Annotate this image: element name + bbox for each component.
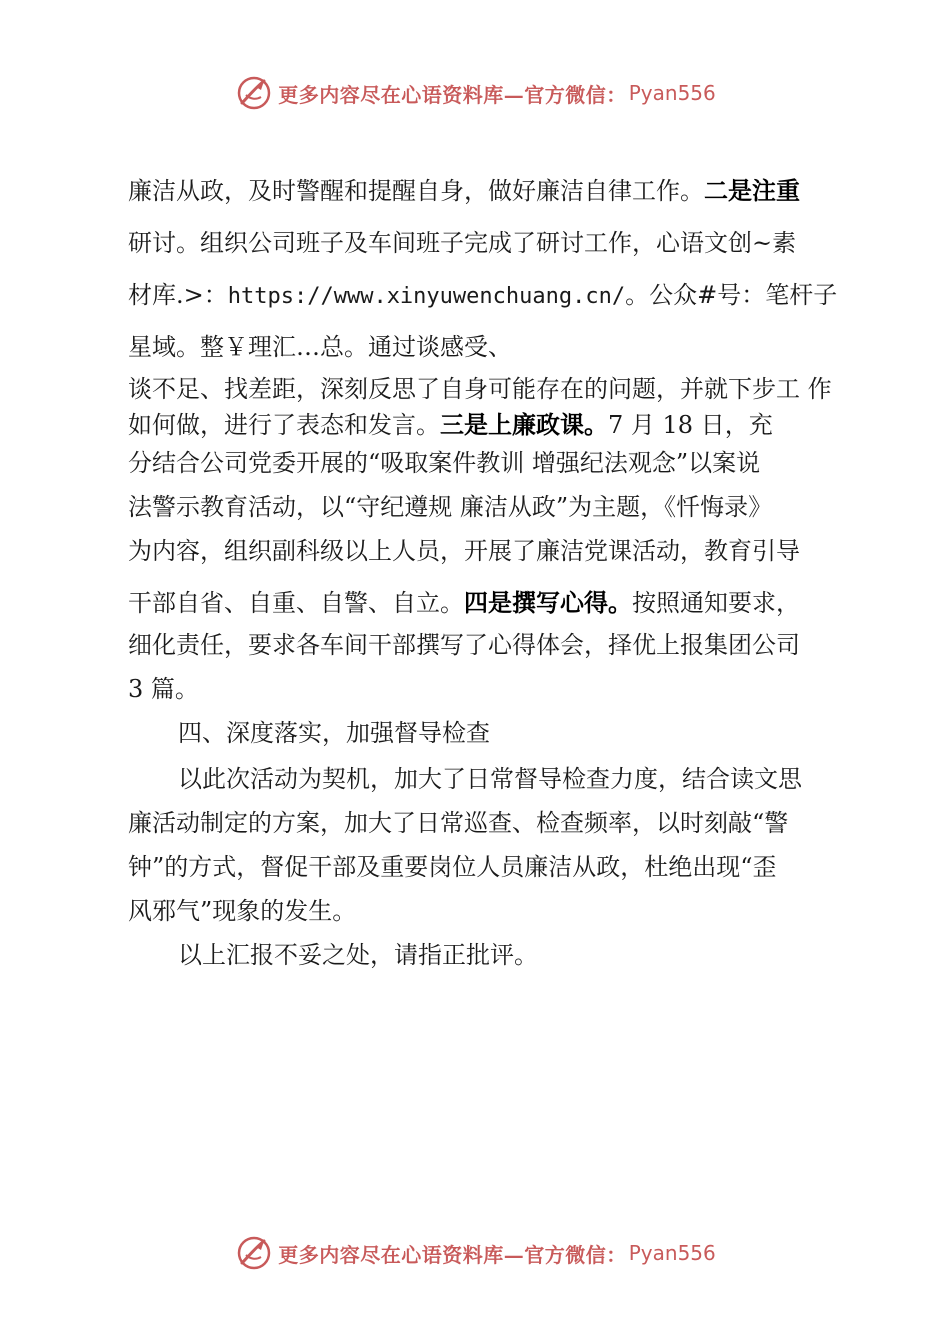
body-line: 廉洁从政，及时警醒和提醒自身，做好廉洁自律工作。二是注重 bbox=[128, 177, 800, 205]
bold-point-two: 二是注重 bbox=[704, 177, 800, 205]
body-line: 风邪气”现象的发生。 bbox=[128, 897, 357, 925]
body-line: 谈不足、找差距，深刻反思了自身可能存在的问题，并就下步工 作 bbox=[128, 375, 832, 403]
body-line: 分结合公司党委开展的“吸取案件教训 增强纪法观念”以案说 bbox=[128, 449, 761, 477]
body-line: 法警示教育活动，以“守纪遵规 廉洁从政”为主题，《忏悔录》 bbox=[128, 493, 773, 521]
footer-brand-text: 更多内容尽在心语资料库—官方微信： bbox=[278, 1242, 627, 1267]
header-wechat-id: Pyan556 bbox=[628, 81, 716, 105]
body-line: 以此次活动为契机，加大了日常督导检查力度，结合读文思 bbox=[178, 765, 802, 793]
pen-logo-icon bbox=[234, 1233, 274, 1273]
bold-point-three: 三是上廉政课。 bbox=[440, 411, 608, 439]
section-heading-4: 四、深度落实，加强督导检查 bbox=[178, 719, 490, 747]
bold-point-four: 四是撰写心得。 bbox=[464, 589, 632, 617]
body-line: 细化责任，要求各车间干部撰写了心得体会，择优上报集团公司 bbox=[128, 631, 800, 659]
body-line: 材库.>：https://www.xinyuwenchuang.cn/。公众#号：笔杆子 bbox=[128, 281, 838, 309]
body-line: 研讨。组织公司班子及车间班子完成了研讨工作，心语文创~素 bbox=[128, 229, 797, 257]
body-line: 钟”的方式，督促干部及重要岗位人员廉洁从政，杜绝出现“歪 bbox=[128, 853, 777, 881]
body-line: 廉活动制定的方案，加大了日常巡查、检查频率，以时刻敲“警 bbox=[128, 809, 789, 837]
header-banner bbox=[0, 68, 950, 118]
body-line: 3 篇。 bbox=[128, 675, 199, 703]
footer-banner bbox=[0, 1228, 950, 1278]
header-brand-text: 更多内容尽在心语资料库—官方微信： bbox=[278, 82, 627, 107]
body-line: 为内容，组织副科级以上人员，开展了廉洁党课活动，教育引导 bbox=[128, 537, 800, 565]
website-url: https://www.xinyuwenchuang.cn/ bbox=[227, 284, 626, 309]
pen-logo-icon bbox=[234, 73, 274, 113]
body-line: 星域。整￥理汇…总。通过谈感受、 bbox=[128, 333, 512, 361]
body-line: 干部自省、自重、自警、自立。四是撰写心得。按照通知要求， bbox=[128, 589, 800, 617]
closing-line: 以上汇报不妥之处，请指正批评。 bbox=[178, 941, 538, 969]
body-line: 如何做，进行了表态和发言。三是上廉政课。7 月 18 日，充 bbox=[128, 411, 773, 439]
footer-wechat-id: Pyan556 bbox=[628, 1241, 716, 1265]
